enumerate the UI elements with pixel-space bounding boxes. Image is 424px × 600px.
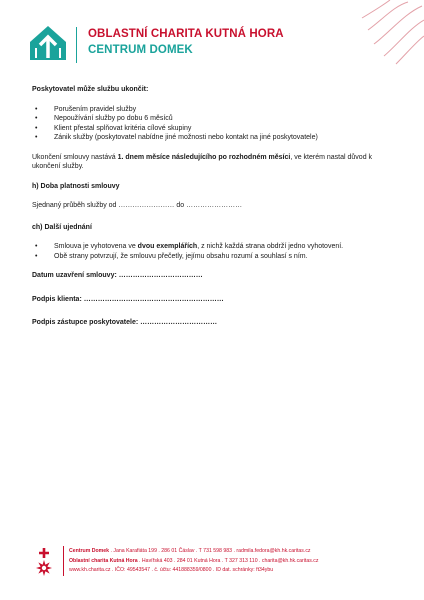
other-arrangements-list [32, 242, 402, 261]
contract-date-field: Datum uzavření smlouvy: ……………………………… [32, 272, 203, 279]
organization-name: OBLASTNÍ CHARITA KUTNÁ HORA [88, 28, 284, 40]
list-item: • Porušením pravidel služby [32, 105, 402, 115]
center-name: CENTRUM DOMEK [88, 44, 193, 56]
list-item: • Klient přestal splňovat kritéria cílové skupiny [32, 124, 402, 134]
provider-signature-field: Podpis zástupce poskytovatele: …………………………… [32, 319, 218, 326]
other-heading: ch) Další ujednání [32, 223, 92, 231]
service-period-text: Sjednaný průběh služby od …………………… do …………………… [32, 202, 243, 209]
termination-reasons-list [32, 105, 402, 143]
list-item: • Smlouva je vyhotovena ve dvou exemplářích, z nichž každá strana obdrží jedno vyhotovení. [32, 242, 402, 252]
caritas-logo [31, 546, 57, 580]
list-item: • Obě strany potvrzují, že smlouvu přečetly, jejímu obsahu rozumí a souhlasí s ním. [32, 252, 402, 262]
termination-heading: Poskytovatel může službu ukončit: [32, 86, 149, 93]
charity-house-logo [28, 24, 68, 62]
validity-heading: h) Doba platnosti smlouvy [32, 182, 120, 190]
header-divider [76, 27, 77, 63]
footer-line-registry: www.kh.charita.cz . IČO: 49543547 . č. účtu: 441888359/0800 . ID dat. schránky: ft34ybu [69, 567, 274, 574]
footer-line-center: Centrum Domek . Jana Karafiáta 199 . 286 01 Čáslav . T 731 598 983 . radmila.fedora@kh.hk.caritas.cz [69, 548, 311, 554]
client-signature-field: Podpis klienta: …………………………………………………… [32, 295, 224, 303]
termination-notice: Ukončení smlouvy nastává 1. dnem měsíce následujícího po rozhodném měsíci, ve kterém nastal důvod k ukončení služby. [32, 153, 373, 170]
list-item: • Nepoužívání služby po dobu 6 měsíců [32, 114, 402, 124]
footer-line-organization: Oblastní charita Kutná Hora . Havířská 403 . 284 01 Kutná Hora . T 327 313 110 . charita@kh.hk.caritas.cz [69, 557, 319, 564]
footer-divider [63, 546, 64, 576]
list-item: • Zánik služby (poskytovatel nabídne jiné možnosti nebo kontakt na jiné poskytovatele) [32, 133, 402, 143]
footer-contacts [69, 547, 318, 576]
decorative-waves [360, 0, 424, 66]
document-body [32, 85, 402, 342]
